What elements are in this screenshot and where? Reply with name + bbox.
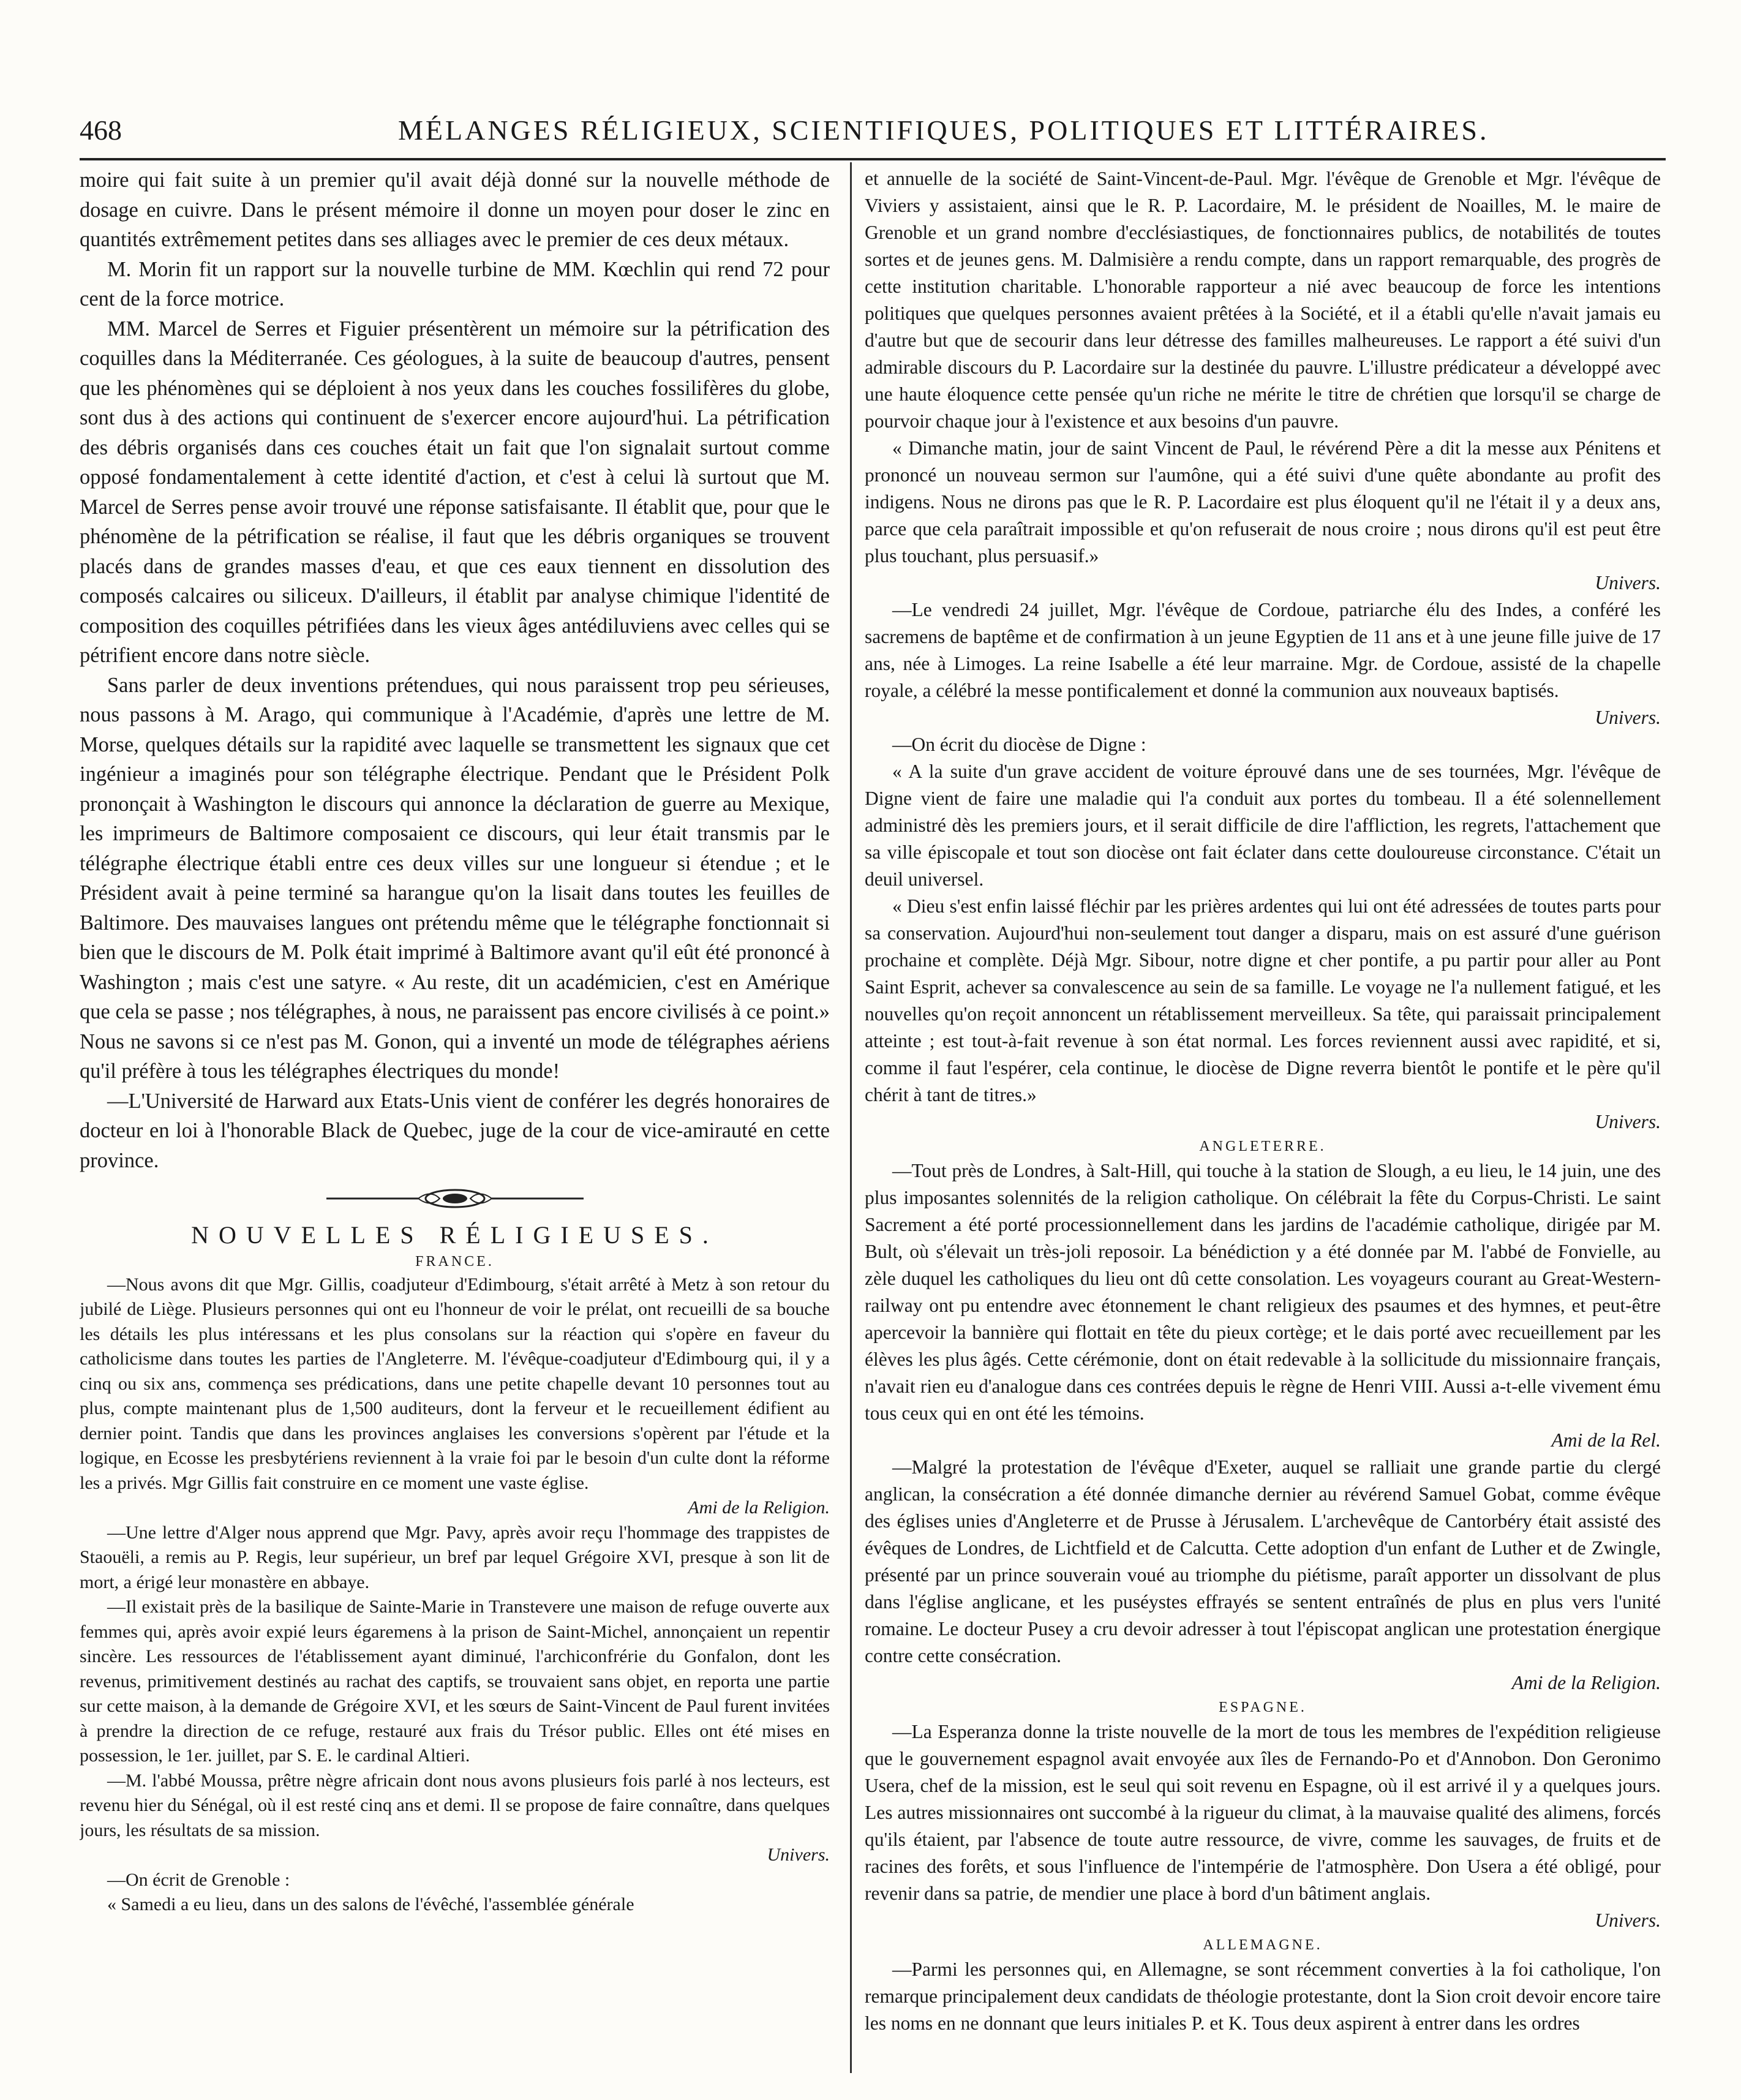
column-divider: [850, 162, 852, 2073]
source-ami-religion: Ami de la Religion.: [688, 1497, 830, 1518]
right-column: [865, 165, 1661, 2070]
news-digne-accident: « A la suite d'un grave accident de voiture éprouvé dans une de ses tournées, Mgr. l'évêque de Digne vient de faire une maladie qui l'a conduit aux portes du tombeau. Il a été solennellement administré dès les premiers jours, et il serait difficile de dire l'affliction, les regrets, l'attachement que sa ville épiscopale et tout son diocèse ont fait éclater dans cette douloureuse circonstance. C'était un deuil universel.: [865, 761, 1661, 890]
news-moussa: —M. l'abbé Moussa, prêtre nègre africain dont nous avons plusieurs fois parlé à nos lecteurs, est revenu hier du Sénégal, où il est resté cinq ans et demi. Il se propose de faire connaître, dans quelques jours, les résultats de sa mission.: [80, 1770, 830, 1840]
news-grenoble-continued: et annuelle de la société de Saint-Vincent-de-Paul. Mgr. l'évêque de Grenoble et Mgr. l'évêque de Viviers y assistaient, ainsi que le R. P. Lacordaire, M. le président de Noailles, M. le maire de Grenoble et un grand nombre d'ecclésiastiques, de fonctionnaires publics, de notabilités de toutes sortes et de jeunes gens. M. Dalmisière a rendu compte, dans un rapport remarquable, des progrès de cette institution charitable. L'honorable rapporteur a nié avec beaucoup de force les intentions politiques que quelques personnes avaient prêtées à la Société, et il a établi qu'elle n'avait jamais eu d'autre but que de secourir dans leur détresse des familles malheureuses. Le rapport a été suivi d'un admirable discours du P. Lacordaire sur la destinée du pauvre. L'illustre prédicateur a développé avec une haute éloquence cette pensée qu'un riche ne mérite le titre de chrétien que lorsqu'il se charge de pourvoir chaque jour à l'existence et aux besoins d'un pauvre.: [865, 168, 1661, 432]
news-cordoue: —Le vendredi 24 juillet, Mgr. l'évêque de Cordoue, patriarche élu des Indes, a conféré les sacremens de baptême et de confirmation à un jeune Egyptien de 11 ans et à une jeune fille juive de 17 ans, née à Limoges. La reine Isabelle a été leur marraine. Mgr. de Cordoue, assisté de la chapelle royale, a célébré la messe pontificalement et donné la communion aux nouveaux baptisés.: [865, 599, 1661, 701]
news-grenoble-intro: —On écrit de Grenoble :: [107, 1869, 290, 1890]
news-gobat: —Malgré la protestation de l'évêque d'Exeter, auquel se ralliait une grande partie du clergé anglican, la consécration a été donnée dimanche dernier au révérend Samuel Gobat, comme évêque des églises unies d'Angleterre et de Prusse à Jérusalem. L'archevêque de Cantorbéry était assisté des évêques de Londres, de Lichtfield et de Calcutta. Cette adoption d'un enfant de Luther et de Zwingle, présenté par un prince souverain voué au triomphe du piétisme, paraît apporter un dissolvant de plus dans l'église anglicane, et les puséystes effrayés se sentent entraînés de plus en plus vers l'unité romaine. Le docteur Pusey a cru devoir adresser à tout l'épiscopat anglican une protestation énergique contre cette consécration.: [865, 1456, 1661, 1666]
country-heading-france: FRANCE.: [415, 1253, 494, 1270]
section-ornament: [80, 1186, 830, 1214]
news-esperanza: —La Esperanza donne la triste nouvelle de la mort de tous les membres de l'expédition religieuse que le gouvernement espagnol avait envoyée aux îles de Fernando-Po et d'Annobon. Don Geronimo Usera, chef de la mission, est le seul qui soit revenu en Espagne, où il est arrivé il y a quelques jours. Les autres missionnaires ont succombé à la rigueur du climat, à la mauvaise qualité des alimens, forcés qu'ils étaient, par l'absence de toute autre ressource, de vivre, comme les sauvages, de fruits et de racines des forêts, et sous l'influence de l'intempérie de l'atmosphère. Don Usera a été obligé, pour revenir dans sa patrie, de mendier une place à bord d'un bâtiment anglais.: [865, 1721, 1661, 1904]
news-salt-hill: —Tout près de Londres, à Salt-Hill, qui touche à la station de Slough, a eu lieu, le 14 juin, une des plus imposantes solennités de la religion catholique. On célébrait la fête du Corpus-Christi. Le saint Sacrement a été porté processionnellement dans les jardins de l'académie catholique, dirigée par M. Bult, où s'élevait un très-joli reposoir. La bénédiction y a été donnée par M. l'abbé de Fonvielle, au zèle duquel les catholiques du lieu ont dû cette consolation. Les voyageurs courant au Great-Western-railway ont pu entendre avec étonnement le chant religieux des psaumes et des hymnes, et peut-être apercevoir la bannière qui flottait en tête du pieux cortège; et le dais porté avec recueillement par les élèves les plus âgés. Cette cérémonie, dont on était redevable à la sollicitude du missionnaire français, n'avait rien eu d'analogue dans ces contrées depuis le règne de Henri VIII. Aussi a-t-elle vivement ému tous ceux qui en ont été les témoins.: [865, 1160, 1661, 1424]
paragraph-turbine: M. Morin fit un rapport sur la nouvelle turbine de MM. Kœchlin qui rend 72 pour cent de la force motrice.: [80, 257, 830, 310]
header-rule: [80, 158, 1666, 160]
news-alger: —Une lettre d'Alger nous apprend que Mgr. Pavy, après avoir reçu l'hommage des trappistes de Staouëli, a remis au P. Regis, leur supérieur, un bref par lequel Grégoire XVI, presque à son lit de mort, a érigé leur monastère en abbaye.: [80, 1522, 830, 1592]
news-lacordaire-sermon: « Dimanche matin, jour de saint Vincent de Paul, le révérend Père a dit la messe aux Pénitens et prononcé un nouveau sermon sur l'aumône, qui a été suivi d'une quête abondante au profit des indigens. Nous ne dirons pas que le R. P. Lacordaire est plus éloquent qu'il ne l'était il y a deux ans, parce que cela paraîtrait impossible et qu'on refuserait de nous croire ; nous dirons qu'il est peut être plus touchant, plus persuasif.»: [865, 437, 1661, 566]
news-transtevere: —Il existait près de la basilique de Sainte-Marie in Transtevere une maison de refuge ouverte aux femmes qui, après avoir expié leurs égaremens à la prison de Saint-Michel, annonçaient un repentir sincère. Les ressources de l'établissement ayant diminué, l'archiconfrérie du Gonfalon, dont les revenus, primitivement destinés au rachat des captifs, se trouvaient sans objet, en reporta une partie sur cette maison, à la demande de Grégoire XVI, et les sœurs de Saint-Vincent de Paul furent invitées à prendre la direction de ce refuge, restauré aux frais du Trésor public. Elles ont été mises en possession, le 1er. juillet, par S. E. le cardinal Altieri.: [80, 1597, 830, 1766]
paragraph-petrification: MM. Marcel de Serres et Figuier présentèrent un mémoire sur la pétrification des coquilles dans la Méditerranée. Ces géologues, à la suite de beaucoup d'autres, pensent que les phénomènes qui se déploient à nos yeux dans les couches fossilifères du globe, sont dus à des actions qui continuent de s'exercer encore aujourd'hui. La pétrification des débris organisés dans ces couches était un fait que l'on signalait surtout comme opposé fondamentalement à cette identité d'action, et c'est à celui là surtout que M. Marcel de Serres pense avoir trouvé une réponse satisfaisante. Il établit que, pour que le phénomène de la pétrification se réalise, il faut que les débris organiques se trouvent placés dans de grandes masses d'eau, et que ces eaux tiennent en dissolution des composés calcaires ou siliceux. D'ailleurs, il établit par analyse chimique l'identité de composition des coquilles pétrifiées dans les vieux âges antédiluviens avec celles qui se pétrifient encore dans notre siècle.: [80, 317, 830, 667]
source-univers: Univers.: [1595, 572, 1661, 593]
source-univers: Univers.: [1595, 707, 1661, 728]
section-title-nouvelles-religieuses: NOUVELLES RÉLIGIEUSES.: [191, 1221, 718, 1249]
paragraph-harvard: —L'Université de Harward aux Etats-Unis vient de conférer les degrés honoraires de docteur en loi à l'honorable Black de Quebec, juge de la cour de vice-amirauté en cette province.: [80, 1089, 830, 1172]
news-gillis: —Nous avons dit que Mgr. Gillis, coadjuteur d'Edimbourg, s'était arrêté à Metz à son retour du jubilé de Liège. Plusieurs personnes qui ont eu l'honneur de voir le prélat, ont recueilli de sa bouche les détails les plus intéressans et les plus consolans sur la réaction qui s'opère en faveur du catholicisme dans toutes les parties de l'Angleterre. M. l'évêque-coadjuteur d'Edimbourg qui, il y a cinq ou six ans, commença ses prédications, dans une petite chapelle devant 10 personnes tout au plus, compte maintenant plus de 1,500 auditeurs, dont la ferveur et le recueillement édifient au dernier point. Tandis que dans les provinces anglaises les conversions s'opèrent par l'étude et la logique, en Ecosse les presbytériens reviennent à la vraie foi par le besoin d'un culte dont la réforme les a privés. Mgr Gillis fait construire en ce moment une vaste église.: [80, 1274, 830, 1493]
source-univers: Univers.: [1595, 1111, 1661, 1132]
page-number: 468: [80, 115, 122, 146]
country-heading-espagne: ESPAGNE.: [1219, 1699, 1307, 1715]
page-header: [80, 110, 1666, 159]
paragraph-zinc-dosage: moire qui fait suite à un premier qu'il avait déjà donné sur la nouvelle méthode de dosage en cuivre. Dans le présent mémoire il donne un moyen pour doser le zinc en quantités extrêmement petites dans ses alliages avec le premier de ces deux métaux.: [80, 168, 830, 251]
news-conversions: —Parmi les personnes qui, en Allemagne, se sont récemment converties à la foi catholique, l'on remarque principalement deux candidats de théologie protestante, dont la Sion croit devoir encore taire les noms en ne donnant que leurs initiales P. et K. Tous deux aspirent à entrer dans les ordres: [865, 1959, 1661, 2034]
paragraph-telegraph: Sans parler de deux inventions prétendues, qui nous paraissent trop peu sérieuses, nous passons à M. Arago, qui communique à l'Académie, d'après une lettre de M. Morse, quelques détails sur la rapidité avec laquelle se transmettent les signaux que cet ingénieur a imaginés pour son télégraphe électrique. Pendant que le Président Polk prononçait à Washington le discours qui annonce la déclaration de guerre au Mexique, les imprimeurs de Baltimore composaient ce discours, qui leur était transmis par le télégraphe électrique établi entre ces deux villes sur une longueur si étendue ; et le Président avait à peine terminé sa harangue qu'on la lisait dans toutes les feuilles de Baltimore. Des mauvaises langues ont prétendu même que le télégraphe fonctionnait si bien que le discours de M. Polk était imprimé à Baltimore avant qu'il eût été prononcé à Washington ; mais c'est une satyre. « Au reste, dit un académicien, c'est en Amérique que cela se passe ; nos télégraphes, à nous, ne paraissent pas encore civilisés à ce point.» Nous ne savons si ce n'est pas M. Gonon, qui a inventé un mode de télégraphes aériens qu'il préfère à tous les télégraphes électriques du monde!: [80, 673, 830, 1083]
news-digne-recovery: « Dieu s'est enfin laissé fléchir par les prières ardentes qui lui ont été adressées de toutes parts pour sa conservation. Aujourd'hui non-seulement tout danger a disparu, mais on est assuré d'une guérison prochaine et complète. Déjà Mgr. Sibour, notre digne et cher pontife, a pu partir pour aller au Pont Saint Esprit, achever sa convalescence au sein de sa famille. Le voyage ne l'a nullement fatigué, et les nouvelles qu'on reçoit annoncent un rétablissement merveilleux. Sa tête, qui paraissait principalement atteinte ; est tout-à-fait revenue à son état normal. Les forces reviennent aussi avec rapidité, et si, comme il faut l'espérer, cela continue, le diocèse de Digne reverra bientôt le pontife et le père qu'il chérit à tant de titres.»: [865, 895, 1661, 1105]
news-grenoble-start: « Samedi a eu lieu, dans un des salons de l'évêché, l'assemblée générale: [107, 1894, 634, 1914]
source-ami-religion: Ami de la Religion.: [1511, 1672, 1661, 1693]
running-title: MÉLANGES RÉLIGIEUX, SCIENTIFIQUES, POLITIQUES ET LITTÉRAIRES.: [398, 115, 1489, 146]
source-univers: Univers.: [1595, 1910, 1661, 1931]
country-heading-angleterre: ANGLETERRE.: [1199, 1138, 1326, 1154]
source-ami-rel: Ami de la Rel.: [1551, 1429, 1661, 1451]
source-univers: Univers.: [767, 1845, 830, 1865]
country-heading-allemagne: ALLEMAGNE.: [1203, 1937, 1323, 1953]
news-digne-intro: —On écrit du diocèse de Digne :: [892, 734, 1146, 755]
left-column: [80, 165, 830, 2070]
religious-news-block: [80, 1273, 830, 1917]
